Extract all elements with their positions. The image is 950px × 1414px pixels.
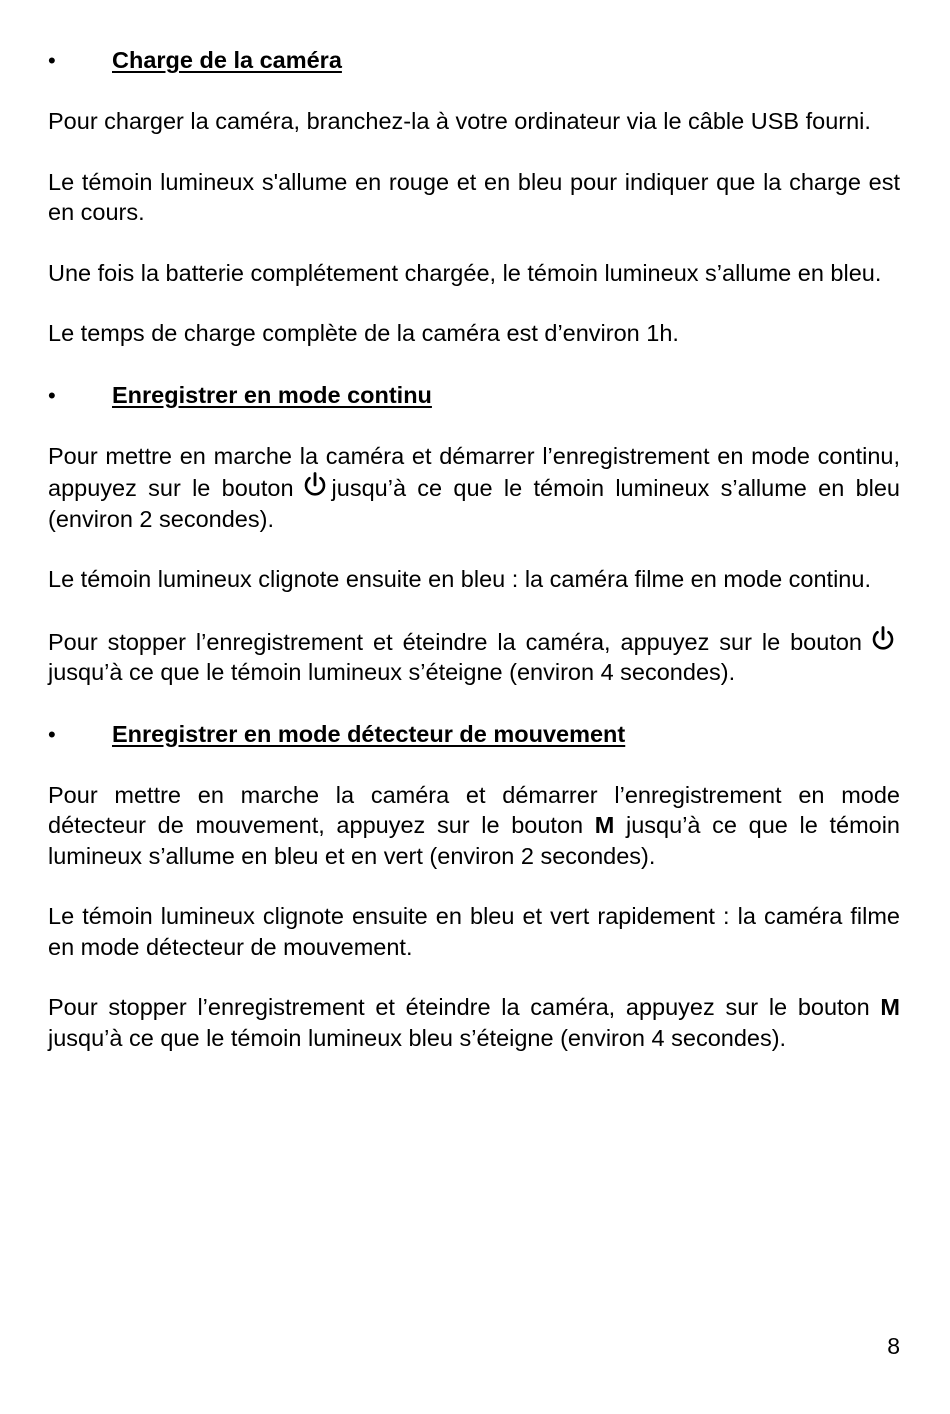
heading-text: Enregistrer en mode continu <box>112 381 432 408</box>
paragraph: Le témoin lumineux s'allume en rouge et en bleu pour indiquer que la charge est en cours. <box>48 168 900 225</box>
paragraph <box>48 992 900 1053</box>
page-number: 8 <box>887 1333 900 1359</box>
paragraph-text: jusqu’à ce que le témoin lumineux s’éteigne (environ 4 secondes). <box>48 659 736 685</box>
heading-text: Enregistrer en mode détecteur de mouvement <box>112 720 626 747</box>
m-button-label: M <box>880 994 900 1020</box>
paragraph-text: Pour stopper l’enregistrement et éteindre la caméra, appuyez sur le bouton <box>48 628 862 655</box>
paragraph: Le témoin lumineux clignote ensuite en bleu et vert rapidement : la caméra filme en mode détecteur de mouvement. <box>48 903 900 960</box>
paragraph: Pour charger la caméra, branchez-la à votre ordinateur via le câble USB fourni. <box>48 108 871 134</box>
paragraph <box>48 441 900 535</box>
heading-text: Charge de la caméra <box>112 47 342 73</box>
paragraph <box>48 625 900 688</box>
paragraph: Une fois la batterie complétement chargée, le témoin lumineux s’allume en bleu. <box>48 259 882 286</box>
power-icon <box>870 625 896 653</box>
paragraph-text: Pour stopper l’enregistrement et éteindre la caméra, appuyez sur le bouton <box>48 994 870 1020</box>
paragraph-text: jusqu’à ce que le témoin lumineux s’allume en bleu (environ 2 secondes). <box>48 475 901 532</box>
bullet: • <box>48 382 56 408</box>
document-page <box>48 45 900 1053</box>
paragraph: Le témoin lumineux clignote ensuite en bleu : la caméra filme en mode continu. <box>48 566 871 592</box>
bullet: • <box>48 721 56 747</box>
bullet: • <box>48 48 56 73</box>
paragraph-text: jusqu’à ce que le témoin lumineux s’allume en bleu et en vert (environ 2 secondes). <box>48 812 901 869</box>
paragraph-text: Pour mettre en marche la caméra et démarrer l’enregistrement en mode continu, appuyez sur le bouton <box>48 442 900 501</box>
paragraph-text: jusqu’à ce que le témoin lumineux bleu s’éteigne (environ 4 secondes). <box>48 1024 787 1051</box>
paragraph-text: Pour mettre en marche la caméra et démarrer l’enregistrement en mode détecteur de mouvement, appuyez sur le bouton <box>48 781 900 838</box>
section-heading-charge <box>48 45 900 76</box>
section-heading-continu <box>48 380 900 411</box>
m-button-label: M <box>594 812 615 838</box>
power-icon <box>302 471 328 499</box>
section-heading-detecteur <box>48 719 900 750</box>
paragraph: Le temps de charge complète de la caméra est d’environ 1h. <box>48 320 679 346</box>
paragraph <box>48 780 900 872</box>
